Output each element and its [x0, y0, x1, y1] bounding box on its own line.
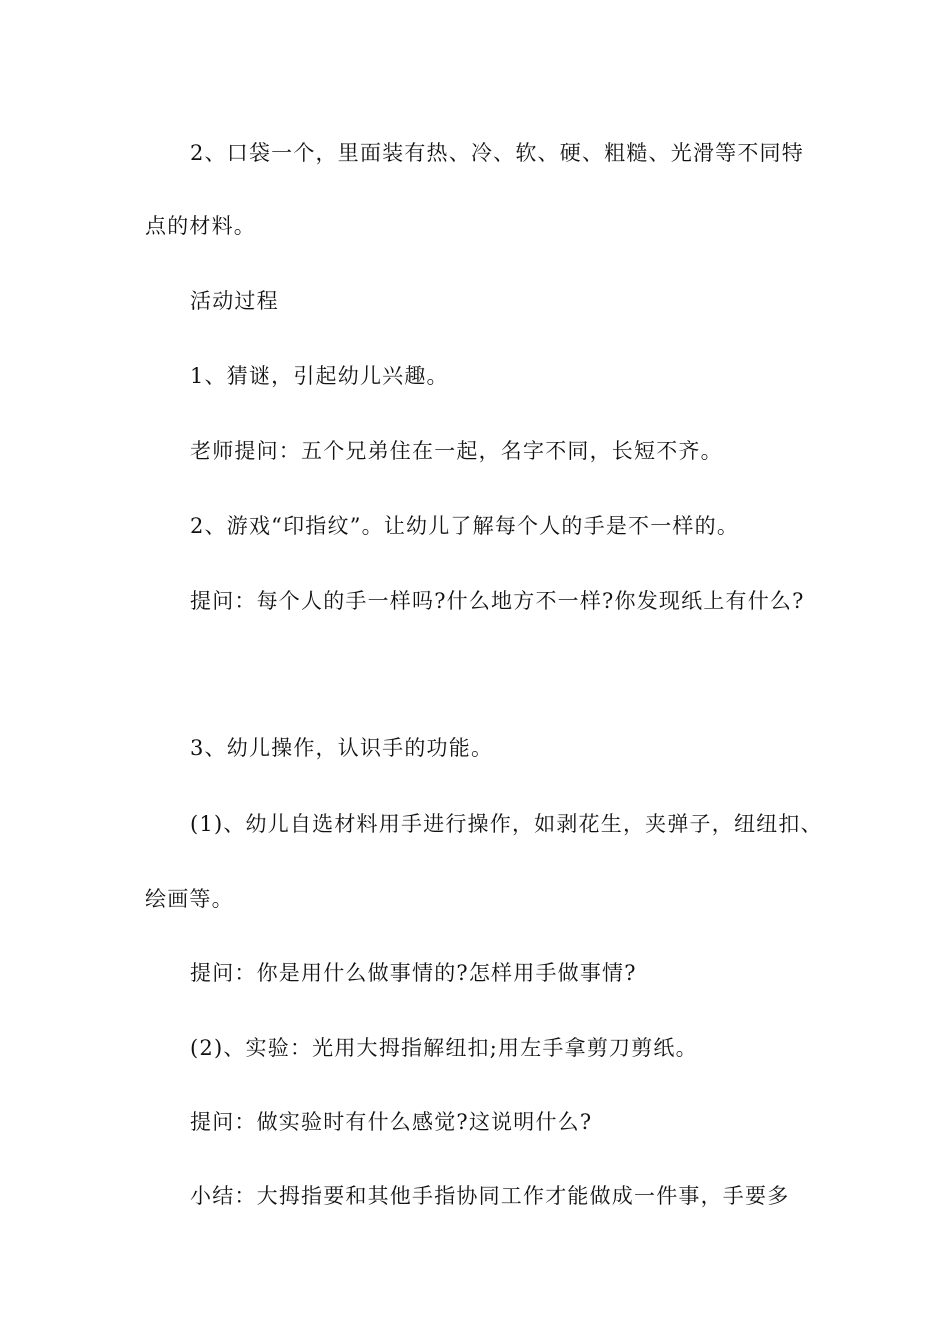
step-1-heading: 1、猜谜，引起幼儿兴趣。 [190, 364, 449, 388]
step-3-heading: 3、幼儿操作，认识手的功能。 [190, 736, 494, 760]
question-fingerprints: 提问：每个人的手一样吗?什么地方不一样?你发现纸上有什么? [190, 589, 805, 613]
teacher-question-riddle: 老师提问：五个兄弟住在一起，名字不同，长短不齐。 [190, 439, 723, 463]
paragraph-materials-line-2: 点的材料。 [145, 214, 256, 238]
substep-1-line-1: (1)、幼儿自选材料用手进行操作，如剥花生，夹弹子，纽纽扣、 [190, 812, 823, 836]
summary-line: 小结：大拇指要和其他手指协同工作才能做成一件事，手要多 [190, 1184, 790, 1208]
section-heading-activity-process: 活动过程 [190, 289, 279, 313]
substep-1-line-2: 绘画等。 [145, 887, 234, 911]
question-using-hands: 提问：你是用什么做事情的?怎样用手做事情? [190, 961, 637, 985]
question-experiment-feeling: 提问：做实验时有什么感觉?这说明什么? [190, 1110, 593, 1134]
paragraph-materials-line-1: 2、口袋一个，里面装有热、冷、软、硬、粗糙、光滑等不同特 [190, 141, 804, 165]
step-2-heading: 2、游戏“印指纹”。让幼儿了解每个人的手是不一样的。 [190, 514, 740, 538]
substep-2-experiment: (2)、实验：光用大拇指解纽扣;用左手拿剪刀剪纸。 [190, 1036, 698, 1060]
